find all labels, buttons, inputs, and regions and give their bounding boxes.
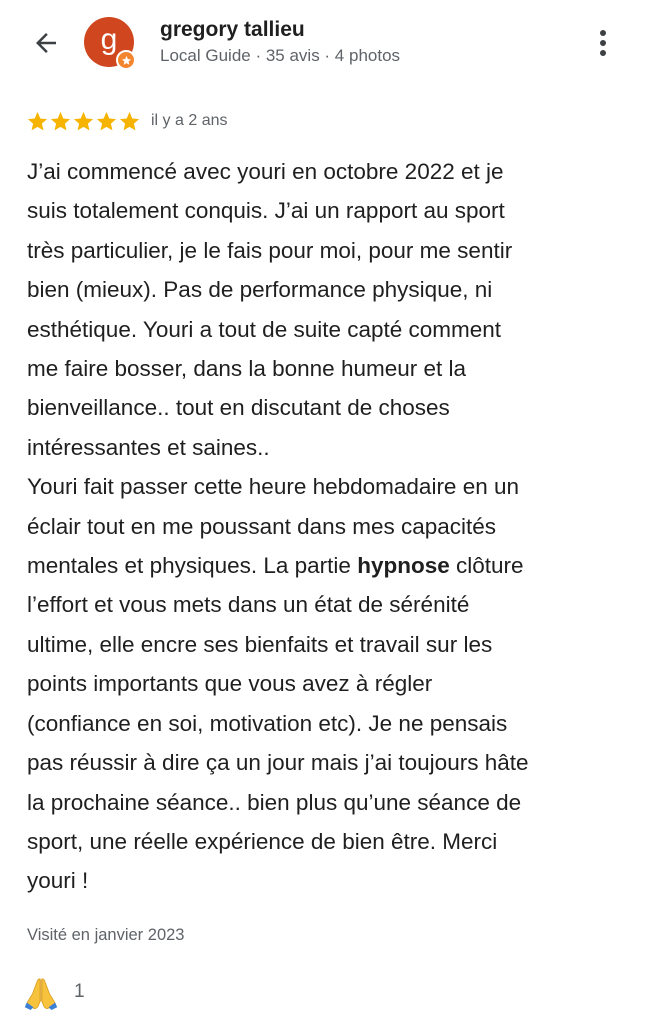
more-options-button[interactable]	[586, 24, 620, 62]
avatar-letter: g	[100, 23, 118, 56]
back-button[interactable]	[24, 26, 68, 60]
star-icon	[118, 110, 141, 133]
star-rating	[26, 110, 141, 133]
reaction-button[interactable]	[22, 970, 85, 1014]
star-icon	[72, 110, 95, 133]
visit-date: Visité en janvier 2023	[27, 926, 185, 944]
more-vertical-icon	[599, 29, 607, 57]
review-text-bold: hypnose	[357, 553, 450, 579]
star-badge-icon	[121, 55, 132, 66]
star-icon	[49, 110, 72, 133]
review-text	[27, 152, 627, 901]
review-text-part-2: clôture l’effort et vous mets dans un état de sérénité ultime, elle encre ses bienfaits et travail sur les points importants que vous avez à régler (confiance en soi, motivation etc). Je ne pensais pas réussir à dire ça un jour mais j’ai toujours hâte la prochaine séance.. bien plus qu’une séance de sport, une réelle expérience de bien être. Merci youri !	[27, 553, 529, 894]
star-icon	[26, 110, 49, 133]
folded-hands-icon	[22, 973, 60, 1011]
star-icon	[95, 110, 118, 133]
reaction-count: 1	[74, 981, 85, 1002]
review-time: il y a 2 ans	[151, 112, 228, 129]
reviewer-name[interactable]: gregory tallieu	[160, 18, 305, 41]
reviewer-meta: Local Guide · 35 avis · 4 photos	[160, 46, 401, 65]
review-header	[0, 0, 649, 90]
arrow-back-icon	[31, 28, 61, 58]
local-guide-badge	[116, 50, 136, 70]
rating-row	[26, 108, 227, 134]
review-text-part-1: J’ai commencé avec youri en octobre 2022 et je suis totalement conquis. J’ai un rapport au sport très particulier, je le fais pour moi, pour me sentir bien (mieux). Pas de performance physique, ni esthétique. Youri a tout de suite capté comment me faire bosser, dans la bonne humeur et la bienveillance.. tout en discutant de choses intéressantes et saines.. Youri fait passer cette heure hebdomadaire en un éclair tout en me poussant dans mes capacités mentales et physiques. La partie	[27, 159, 520, 579]
